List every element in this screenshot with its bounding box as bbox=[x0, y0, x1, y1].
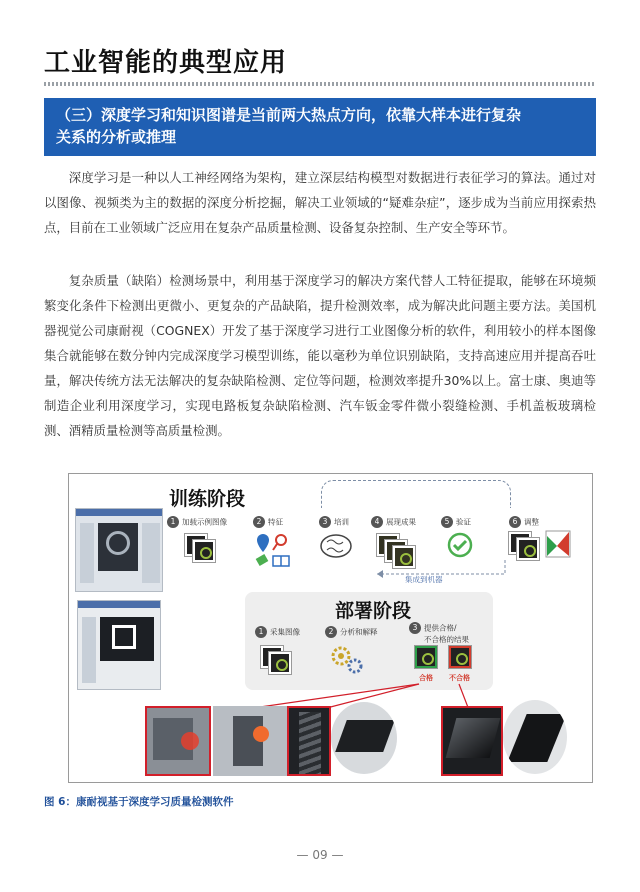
training-step-6 bbox=[509, 516, 539, 528]
figure-caption: 图 6：康耐视基于深度学习质量检测软件 bbox=[44, 796, 234, 808]
sample-image-icon bbox=[193, 540, 215, 562]
pass-image-icon bbox=[415, 646, 437, 668]
section-heading-line-2: 关系的分析或推理 bbox=[56, 128, 177, 146]
gear-icon bbox=[327, 642, 367, 676]
training-step-3 bbox=[319, 516, 349, 528]
training-stage-title: 训练阶段 bbox=[169, 488, 246, 510]
step-number: 6 bbox=[509, 516, 521, 528]
screw-thread-zoom-image bbox=[331, 702, 397, 774]
step-number: 3 bbox=[319, 516, 331, 528]
deployment-stage-title: 部署阶段 bbox=[335, 600, 412, 622]
step-number: 2 bbox=[325, 626, 337, 638]
step-label: 调整 bbox=[524, 517, 539, 527]
step-number: 3 bbox=[409, 622, 421, 634]
step-label: 采集图像 bbox=[270, 627, 300, 637]
feature-icons bbox=[255, 532, 295, 568]
step-label: 验证 bbox=[456, 517, 471, 527]
step-label: 展现成果 bbox=[386, 517, 416, 527]
drill-bit-zoom-image bbox=[503, 700, 567, 774]
training-step-2 bbox=[253, 516, 283, 528]
step-label: 特征 bbox=[268, 517, 283, 527]
training-step-1 bbox=[167, 516, 227, 528]
check-icon bbox=[447, 532, 473, 558]
step-label: 加载示例图像 bbox=[182, 517, 227, 527]
section-heading-line-1: （三）深度学习和知识图谱是当前两大热点方向，依靠大样本进行复杂 bbox=[56, 106, 522, 124]
deploy-step-3 bbox=[409, 622, 469, 644]
figure-cognex-workflow bbox=[68, 473, 593, 783]
step-label: 分析和解释 bbox=[340, 627, 378, 637]
loop-arrow bbox=[321, 480, 511, 508]
screw-defect-image bbox=[287, 706, 331, 776]
paragraph-deep-learning bbox=[44, 165, 596, 240]
fail-image-icon bbox=[449, 646, 471, 668]
brain-icon bbox=[319, 532, 353, 560]
software-screenshot-image bbox=[77, 600, 161, 690]
paragraph-quality-inspection bbox=[44, 268, 596, 443]
step-label: 提供合格/ 不合格的结果 bbox=[424, 623, 469, 644]
pass-label: 合格 bbox=[419, 674, 433, 682]
deploy-step-2 bbox=[325, 626, 378, 638]
circuit-board-heatmap-image bbox=[213, 706, 293, 776]
section-heading-banner bbox=[44, 98, 596, 156]
training-step-4 bbox=[371, 516, 416, 528]
step-label: 培训 bbox=[334, 517, 349, 527]
title-divider bbox=[44, 82, 596, 86]
training-step-5 bbox=[441, 516, 471, 528]
adjust-image-icon bbox=[517, 538, 539, 560]
paragraph-text: 复杂质量（缺陷）检测场景中，利用基于深度学习的解决方案代替人工特征提取，能够在环境频繁变化条件下检测出更微小、更复杂的产品缺陷，提升检测效率，成为解决此问题主要方法。美国机器视觉公司康耐视（COGNEX）开发了基于深度学习进行工业图像分析的软件，利用较小的样本图像集合就能够在数分钟内完成深度学习模型训练，能以毫秒为单位识别缺陷，支持高速应用并提高吞吐量，解决传统方法无法解决的复杂缺陷检测、定位等问题，检测效率提升30%以上。富士康、奥迪等制造企业利用深度学习，实现电路板复杂缺陷检测、汽车钣金零件微小裂缝检测、手机盖板玻璃检测、酒精质量检测等高质量检测。 bbox=[44, 273, 596, 438]
step-number: 2 bbox=[253, 516, 265, 528]
page-title: 工业智能的典型应用 bbox=[44, 48, 288, 78]
step-number: 5 bbox=[441, 516, 453, 528]
step-number: 4 bbox=[371, 516, 383, 528]
color-adjust-icon bbox=[545, 530, 571, 558]
paragraph-text: 深度学习是一种以人工神经网络为架构，建立深层结构模型对数据进行表征学习的算法。通过对以图像、视频类为主的数据的深度分析挖掘，解决工业领域的“疑难杂症”，逐步成为当前应用探索热点，目前在工业领域广泛应用在复杂产品质量检测、设备复杂控制、生产安全等环节。 bbox=[44, 170, 596, 235]
integrate-label: 集成到机器 bbox=[405, 575, 443, 584]
step-number: 1 bbox=[255, 626, 267, 638]
fail-label: 不合格 bbox=[449, 674, 470, 682]
step-number: 1 bbox=[167, 516, 179, 528]
circuit-board-defect-image bbox=[145, 706, 211, 776]
deploy-step-1 bbox=[255, 626, 300, 638]
capture-image-icon bbox=[269, 652, 291, 674]
software-screenshot-image bbox=[75, 508, 163, 592]
page-number: — 09 — bbox=[296, 848, 344, 862]
drill-bit-defect-image bbox=[441, 706, 503, 776]
